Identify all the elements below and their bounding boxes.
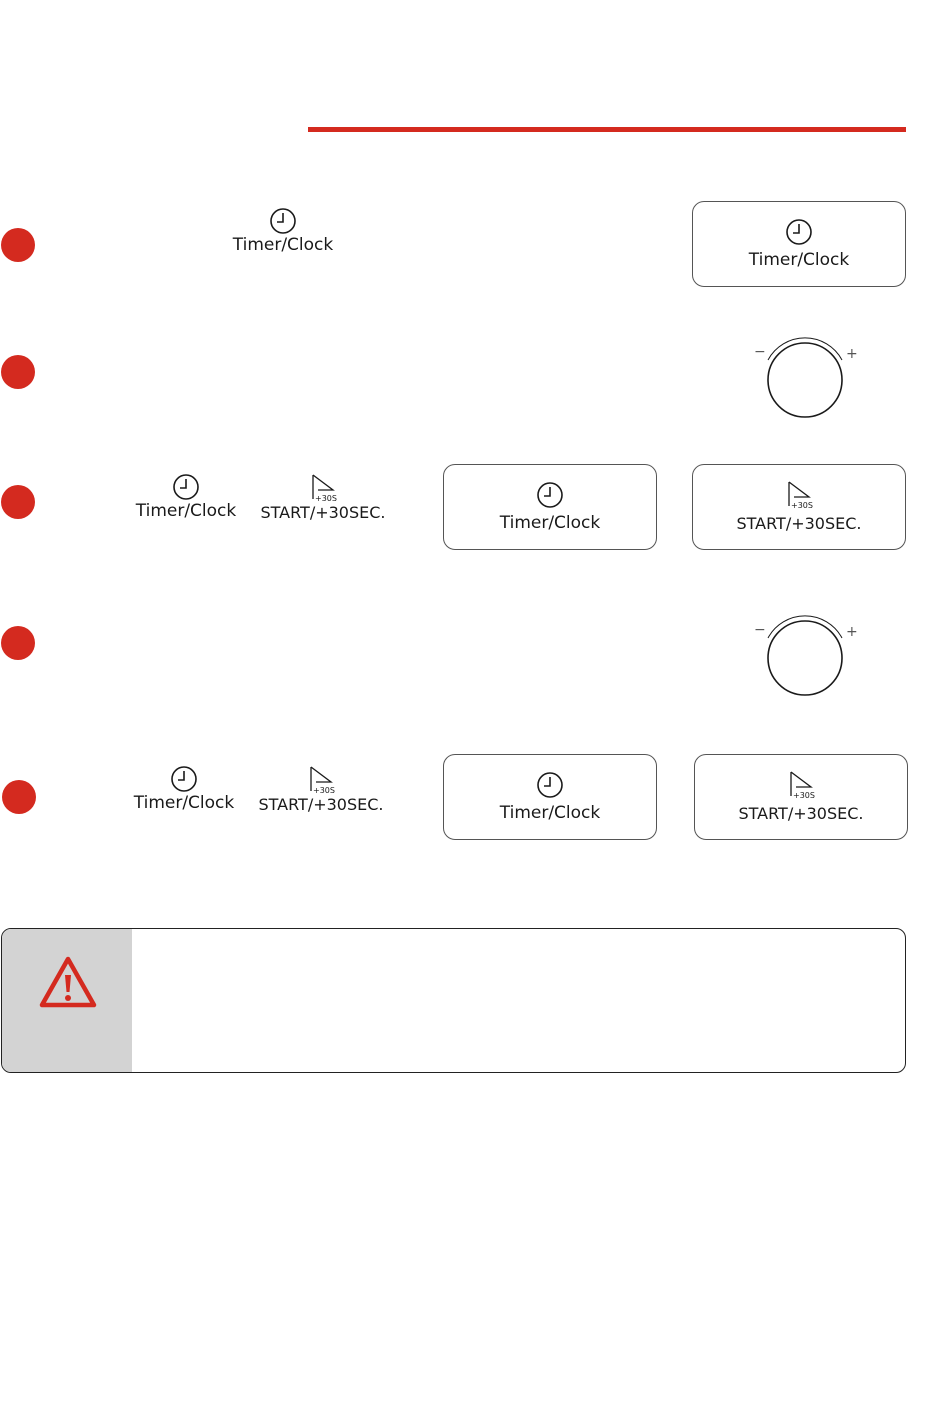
minus-mark: − bbox=[754, 344, 766, 360]
start-label: START/+30SEC. bbox=[258, 795, 384, 814]
plus-30s-badge: +30S bbox=[791, 501, 813, 510]
inline-timer-clock-3 bbox=[126, 473, 246, 521]
clock-icon bbox=[536, 481, 564, 509]
plus-mark: + bbox=[846, 624, 858, 640]
minus-mark: − bbox=[754, 622, 766, 638]
inline-timer-clock-5 bbox=[124, 765, 244, 813]
plus-mark: + bbox=[846, 346, 858, 362]
timer-clock-label: Timer/Clock bbox=[135, 501, 237, 521]
play-icon bbox=[304, 765, 338, 795]
inline-start-3 bbox=[258, 473, 388, 523]
clock-icon bbox=[785, 218, 813, 246]
timer-clock-button-5[interactable] bbox=[443, 754, 657, 840]
clock-icon bbox=[172, 473, 200, 501]
plus-30s-badge: +30S bbox=[315, 494, 337, 503]
inline-timer-clock-1 bbox=[223, 207, 343, 255]
timer-clock-button-1[interactable] bbox=[692, 201, 906, 287]
play-icon bbox=[782, 480, 816, 510]
start-label: START/+30SEC. bbox=[736, 514, 862, 533]
timer-clock-label: Timer/Clock bbox=[232, 235, 334, 255]
start-label: START/+30SEC. bbox=[738, 804, 864, 823]
dial-knob-icon bbox=[750, 608, 860, 698]
step-4-marker bbox=[1, 626, 35, 660]
step-5-marker bbox=[2, 780, 36, 814]
dial-knob-2[interactable] bbox=[750, 608, 860, 702]
timer-clock-label: Timer/Clock bbox=[748, 250, 850, 270]
plus-30s-badge: +30S bbox=[793, 791, 815, 800]
warning-triangle-icon bbox=[38, 955, 98, 1009]
timer-clock-label: Timer/Clock bbox=[499, 803, 601, 823]
start-button-3[interactable] bbox=[692, 464, 906, 550]
timer-clock-label: Timer/Clock bbox=[133, 793, 235, 813]
timer-clock-button-3[interactable] bbox=[443, 464, 657, 550]
dial-knob-1[interactable] bbox=[750, 330, 860, 424]
step-3-marker bbox=[1, 485, 35, 519]
start-button-5[interactable] bbox=[694, 754, 908, 840]
start-label: START/+30SEC. bbox=[260, 503, 386, 522]
warning-box bbox=[1, 928, 906, 1073]
warning-sidebar bbox=[2, 929, 132, 1072]
header-rule bbox=[308, 127, 906, 132]
step-2-marker bbox=[1, 355, 35, 389]
clock-icon bbox=[269, 207, 297, 235]
plus-30s-badge: +30S bbox=[313, 786, 335, 795]
play-icon bbox=[306, 473, 340, 503]
clock-icon bbox=[536, 771, 564, 799]
step-1-marker bbox=[1, 228, 35, 262]
clock-icon bbox=[170, 765, 198, 793]
timer-clock-label: Timer/Clock bbox=[499, 513, 601, 533]
dial-knob-icon bbox=[750, 330, 860, 420]
play-icon bbox=[784, 770, 818, 800]
inline-start-5 bbox=[256, 765, 386, 815]
